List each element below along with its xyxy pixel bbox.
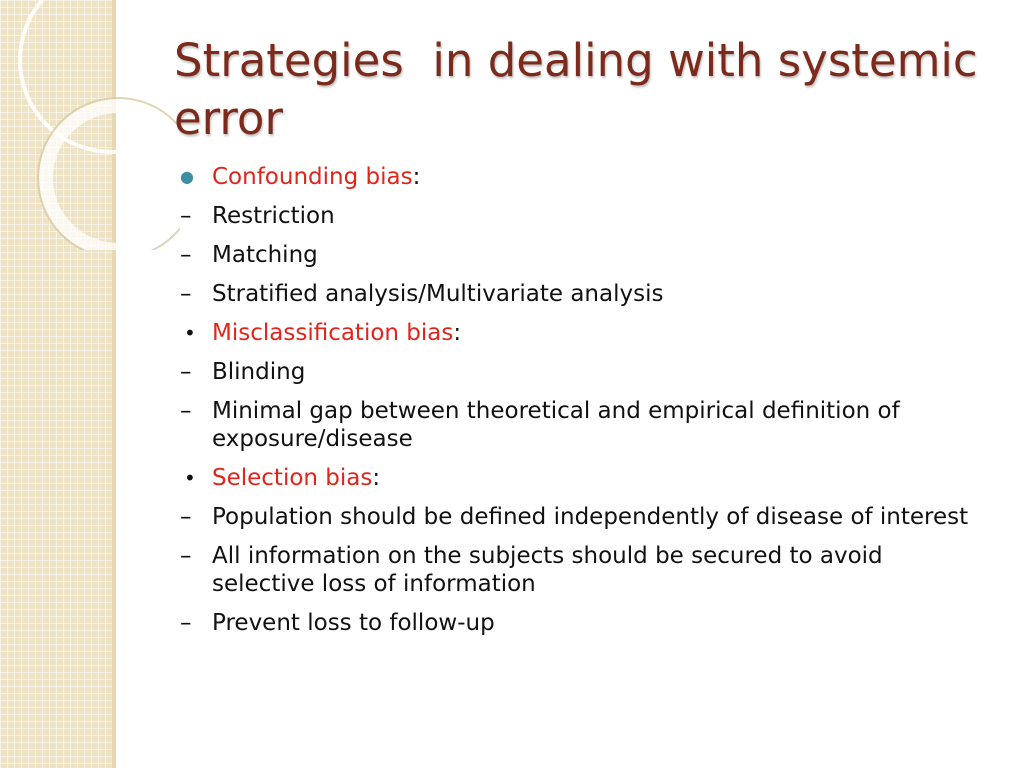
list-item-text: Restriction bbox=[212, 203, 335, 229]
list-item bbox=[180, 542, 980, 598]
list-item-text: Population should be defined independently of disease of interest bbox=[212, 504, 969, 530]
list-item-selection-bias bbox=[180, 464, 980, 492]
list-item bbox=[180, 280, 980, 308]
label-colon: : bbox=[453, 320, 462, 346]
list-item-text: Matching bbox=[212, 242, 318, 268]
bias-label: Misclassification bias bbox=[212, 320, 454, 346]
list-item-confounding-bias bbox=[180, 163, 980, 191]
list-item bbox=[180, 609, 980, 637]
bias-label: Selection bias bbox=[212, 465, 373, 491]
dash-marker-icon: – bbox=[180, 504, 192, 530]
label-colon: : bbox=[372, 465, 381, 491]
dash-marker-icon: – bbox=[180, 610, 192, 636]
decorative-circles bbox=[0, 0, 180, 250]
label-colon: : bbox=[412, 164, 421, 190]
dash-marker-icon: – bbox=[180, 543, 192, 569]
list-item bbox=[180, 503, 980, 531]
list-item bbox=[180, 358, 980, 386]
list-item-text: All information on the subjects should be secured to avoid selective loss of information bbox=[212, 543, 883, 597]
decorative-circle-lower bbox=[46, 106, 180, 250]
list-item bbox=[180, 202, 980, 230]
bullet-list bbox=[180, 163, 980, 648]
list-item-text: Minimal gap between theoretical and empirical definition of exposure/disease bbox=[212, 398, 900, 452]
list-item-misclassification-bias bbox=[180, 319, 980, 347]
list-item bbox=[180, 241, 980, 269]
bullet-icon: • bbox=[184, 466, 196, 490]
slide-title: Strategies in dealing with systemic error bbox=[174, 34, 992, 145]
bias-label: Confounding bias bbox=[212, 164, 413, 190]
decorative-circle-upper bbox=[20, 0, 180, 152]
dash-marker-icon: – bbox=[180, 203, 192, 229]
list-item-text: Stratified analysis/Multivariate analysis bbox=[212, 281, 664, 307]
bullet-icon: • bbox=[184, 321, 196, 345]
dash-marker-icon: – bbox=[180, 398, 192, 424]
dash-marker-icon: – bbox=[180, 281, 192, 307]
teal-bullet-icon: ● bbox=[180, 167, 194, 186]
list-item-text: Blinding bbox=[212, 359, 306, 385]
list-item-text: Prevent loss to follow-up bbox=[212, 610, 495, 636]
dash-marker-icon: – bbox=[180, 242, 192, 268]
list-item bbox=[180, 397, 980, 453]
dash-marker-icon: – bbox=[180, 359, 192, 385]
